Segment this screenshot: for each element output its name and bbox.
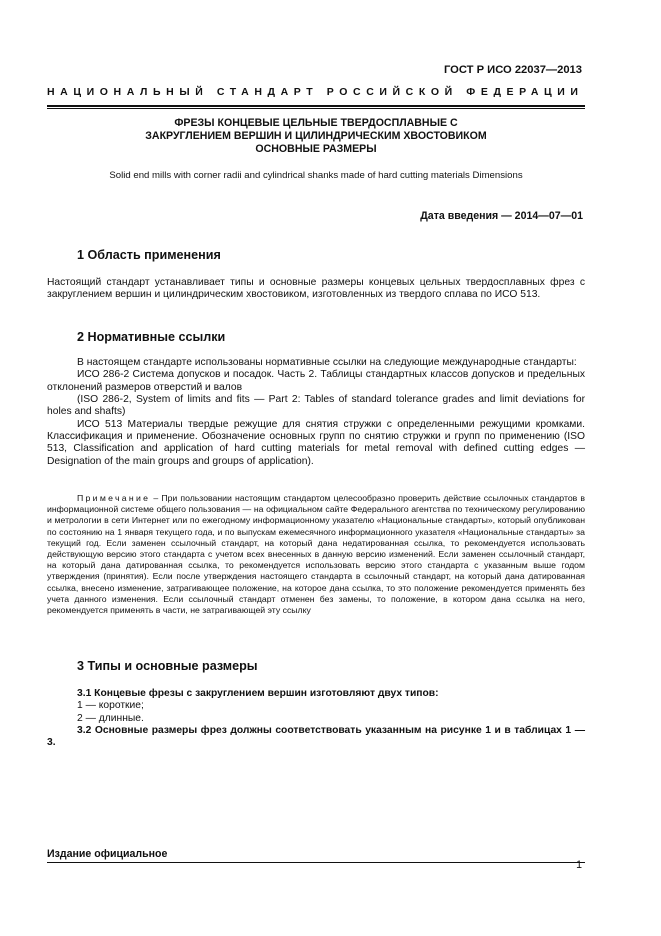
- page-number: 1: [576, 859, 582, 871]
- official-edition-label: Издание официальное: [47, 848, 168, 860]
- reference-iso-513: ИСО 513 Материалы твердые режущие для снятия стружки с определенными режущими кромками. Классификация и применение. Обозначение основных групп по снятию стружки и групп по применению (ISO 513, Classification and application of hard cutting materials for metal removal with defined cutting edges — Designation of the main groups and groups of application).: [47, 418, 585, 467]
- type-item-short: 1 — короткие;: [77, 700, 144, 712]
- section-3-text: [47, 688, 585, 750]
- document-code: ГОСТ Р ИСО 22037—2013: [443, 64, 582, 76]
- section-2-heading: 2 Нормативные ссылки: [77, 330, 226, 344]
- national-standard-banner: НАЦИОНАЛЬНЫЙ СТАНДАРТ РОССИЙСКОЙ ФЕДЕРАЦИИ: [47, 86, 584, 98]
- section-1-heading: 1 Область применения: [77, 248, 221, 262]
- clause-3-2: 3.2 Основные размеры фрез должны соответствовать указанным на рисунке 1 и в таблицах 1 — 3.: [47, 725, 585, 749]
- title-line-3: ОСНОВНЫЕ РАЗМЕРЫ: [255, 143, 377, 155]
- note-text: – При пользовании настоящим стандартом целесообразно проверить действие ссылочных стандартов в информационной системе общего пользования — на официальном сайте Федерального агентства по техническому регулированию и метрологии в сети Интернет или по ежегодному информационному указателю «Национальные стандарты», который опубликован по состоянию на 1 января текущего года, и по выпускам ежемесячного информационного указателя «Национальные стандарты» за текущий год. Если заменен ссылочный стандарт, на который дана недатированная ссылка, то рекомендуется использовать действующую версию этого стандарта с учетом всех внесенных в данную версию изменений. Если заменен ссылочный стандарт, на который дана датированная ссылка, то рекомендуется использовать версию этого стандарта с указанным выше годом утверждения (принятия). Если после утверждения настоящего стандарта в ссылочный стандарт, на который дана датированная ссылка, внесено изменение, затрагивающее положение, на которое дана ссылка, то это положение рекомендуется применять без учета данного изменения. Если ссылочный стандарт отменен без замены, то положение, в котором дана ссылка на него, рекомендуется применять в части, не затрагивающей эту ссылку: [47, 493, 585, 616]
- reference-iso-286-2-english: (ISO 286-2, System of limits and fits — Part 2: Tables of standard tolerance grades and limit deviations for holes and shafts): [47, 394, 585, 418]
- clause-3-1: 3.1 Концевые фрезы с закруглением вершин изготовляют двух типов:: [77, 688, 439, 699]
- header-rule-thick: [47, 105, 585, 107]
- type-item-long: 2 — длинные.: [77, 712, 144, 724]
- header-rule-thin: [47, 108, 585, 109]
- footer-rule: [47, 862, 585, 863]
- title-line-1: ФРЕЗЫ КОНЦЕВЫЕ ЦЕЛЬНЫЕ ТВЕРДОСПЛАВНЫЕ С: [174, 117, 458, 129]
- section-3-heading: 3 Типы и основные размеры: [77, 659, 258, 673]
- normative-note: [47, 493, 585, 616]
- document-title: [47, 117, 585, 156]
- introduction-date: Дата введения — 2014—07—01: [420, 210, 583, 222]
- references-intro: В настоящем стандарте использованы нормативные ссылки на следующие международные стандарты:: [77, 357, 577, 368]
- section-1-text: [47, 277, 585, 302]
- section-2-text: [47, 357, 585, 468]
- scope-paragraph: Настоящий стандарт устанавливает типы и основные размеры концевых цельных твердосплавных фрез с закруглением вершин и цилиндрическим хвостовиком, изготовленных из твердого сплава по ИСО 513.: [47, 277, 585, 301]
- title-line-2: ЗАКРУГЛЕНИЕМ ВЕРШИН И ЦИЛИНДРИЧЕСКИМ ХВОСТОВИКОМ: [145, 130, 487, 142]
- reference-iso-286-2: ИСО 286-2 Система допусков и посадок. Часть 2. Таблицы стандартных классов допусков и предельных отклонений размеров отверстий и валов: [47, 369, 585, 393]
- english-title: Solid end mills with corner radii and cylindrical shanks made of hard cutting materials Dimensions: [109, 170, 523, 181]
- note-label: Примечание: [77, 493, 151, 503]
